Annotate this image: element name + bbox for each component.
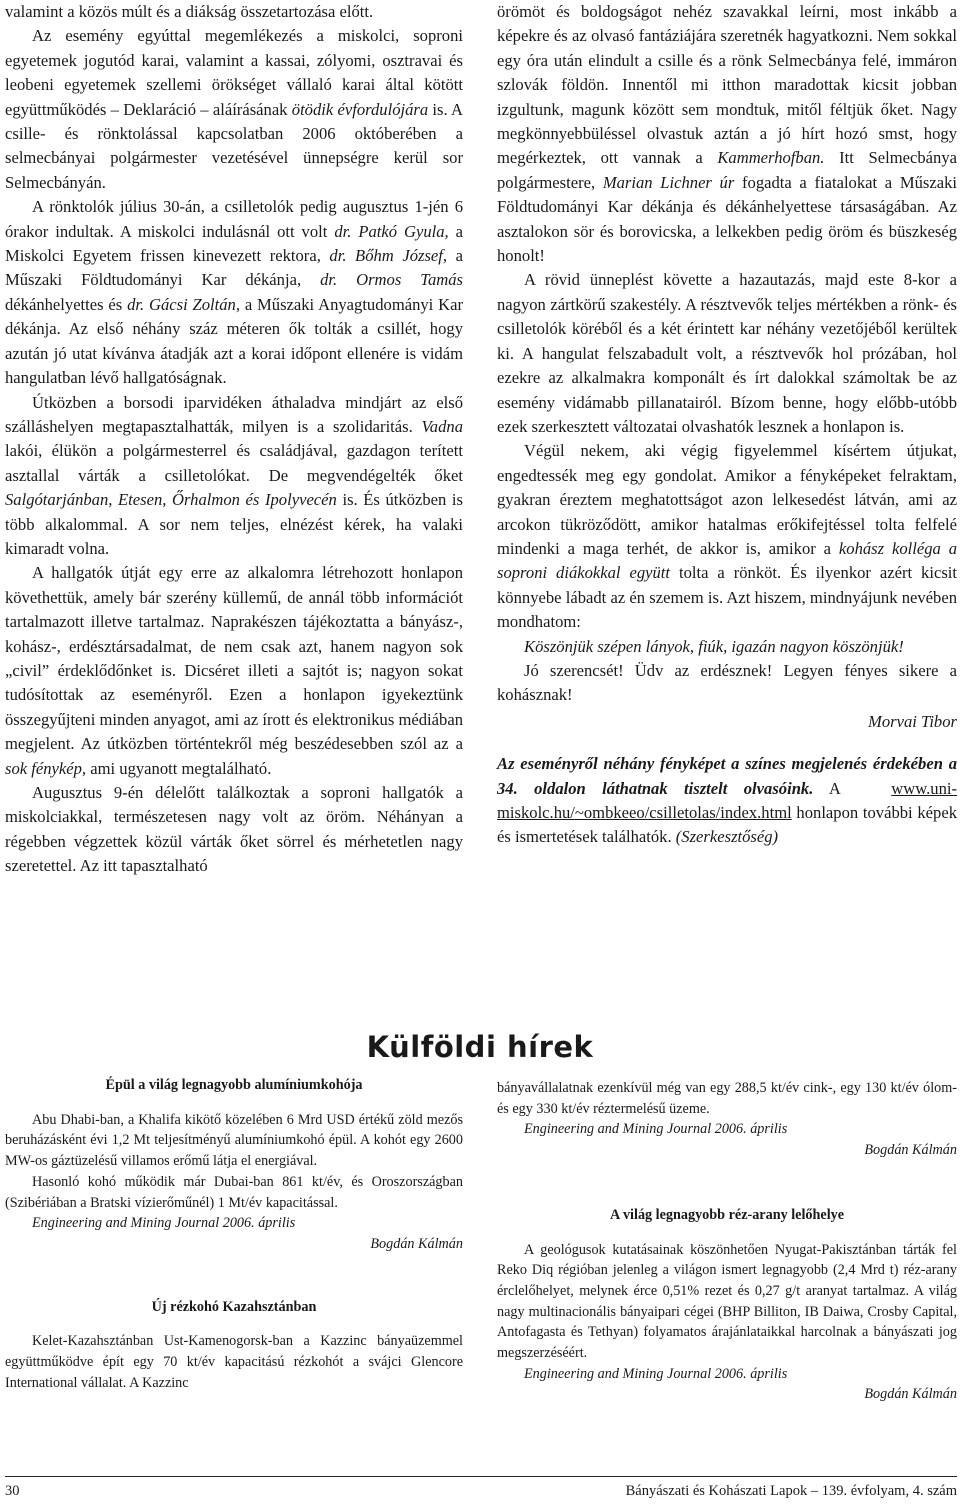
section-title: Külföldi hírek (366, 1030, 594, 1064)
paragraph-text: fogadta a fiatalokat a Műszaki Földtudományi Kar dékánja és dékánhelyettese társaságában. Az asztalokon sör és borovicska, a lelkekben pedig öröm és büszkeség honolt! (497, 172, 957, 266)
paragraph-text: a Műszaki Földtudományi Kar dékánja, (5, 246, 464, 290)
page-footer (5, 1476, 957, 1505)
paragraph-text: tolta a rönköt. És ilyenkor azért kicsit könnyebe lábadt az én szemem is. Azt hiszem, mindnyájunk nevében mondhatom: (497, 563, 957, 632)
paragraph-text: Augusztus 9-én délelőtt találkoztak a soproni hallgatók a miskolciakkal, természetesen nagy volt az öröm. Néhányan a régebben végzettek közül várták őket sörrel és mérhetetlen nagy szeretettel. Az itt tapasztalható (5, 783, 463, 876)
article-paragraph (5, 24, 463, 195)
paragraph-text: valamint a közös múlt és a diákság összetartozása előtt. (5, 2, 374, 21)
news-item (5, 1075, 463, 1255)
paragraph-text: Itt Selmecbánya polgármestere, (497, 148, 957, 192)
paragraph-text: örömöt és boldogságot nehéz szavakkal leírni, most inkább a képekre és az olvasó fantáziájára szeretnék hagyatkozni. Nem sokkal egy óra után elindult a csille és a rönk Selmecbánya felé, immáron szlovák földön. Innentől mi itthon maradottak kicsit jobban izgultunk, magunk között sem mondtuk, mitől féltjük őket. Nagy megkönnyebbüléssel olvastuk aztán a jó hírt hozó smst, hogy megérkeztek, ott vannak a (497, 2, 957, 168)
news-item (5, 1297, 463, 1394)
news-title: Épül a világ legnagyobb alumíniumkohója (105, 1077, 363, 1093)
paragraph-text: A rövid ünneplést követte a hazautazás, majd este 8-kor a nagyon zártkörű szakestély. A résztvevők teljes mértékben a rönk- és csilletolók köréből és a két érintett kar néhány vezetőjéből kerültek ki. A hangulat felszabadult volt, a résztvevők hol prózában, hol ezekre az alkalmakra komponált és írt dalokkal számoltak be az esemény vidámabb pillanatairól. Bízom benne, hogy előbb-utóbb ezek szerkesztett változatai olvashatók lesznek a honlapon is. (497, 270, 957, 436)
emphasis-text: dr. Ormos Tamás (320, 270, 463, 290)
paragraph-text: ami ugyanott megtalálható. (86, 758, 272, 778)
article-paragraph (5, 391, 463, 562)
news-source: Engineering and Mining Journal 2006. április (524, 1365, 788, 1382)
article-paragraph (5, 195, 463, 390)
journal-name: Bányászati és Kohászati Lapok – 139. évfolyam, 4. szám (625, 1483, 957, 1499)
emphasis-text: Kammerhofban. (717, 148, 825, 168)
article-paragraph (497, 659, 957, 708)
emphasis-text: ötödik évfordulójára (291, 99, 429, 119)
article-paragraph (5, 0, 463, 24)
paragraph-text: A hallgatók útját egy erre az alkalomra létrehozott honlapon követhettük, amely bár szerény küllemű, de annál több információt tartalmazott illetve tartalmaz. Naprakészen tájékoztatta a bányász-, kohász-, erdésztársadalmat, de nem csak azt, hanem nagyon sok „civil” érdeklődőnket is. Dicséret illeti a sajtót is; nagyon sokat tudósítottak az eseményről. Ezen a honlapon igyekeztünk összegyűjteni minden anyagot, ami az írott és elektronikus médiában megjelent. Az útközben történtekről még beszédesebben szól az a (5, 563, 463, 754)
article-paragraph (497, 439, 957, 634)
news-paragraph: Abu Dhabi-ban, a Khalifa kikötő közelében 6 Mrd USD értékű zöld mezős beruházásként évi 1,2 Mt teljesítményű alumíniumkohó épül. A kohót egy 2600 MW-os gáztüzelésű villamos erőmű látja el energiával. (5, 1111, 463, 1170)
emphasis-text: kohász kolléga a soproni diákokkal együtt (497, 538, 958, 583)
paragraph-text: lakói, élükön a polgármesterrel és családjával, gazdagon terített asztallal várták a csilletolókat. De megvendégelték őket (5, 441, 463, 485)
emphasis-text: dr. Gácsi Zoltán, (127, 294, 240, 314)
news-item (497, 1205, 957, 1405)
paragraph-text: is. A csille- és rönktolással kapcsolatban 2006 októberében a selmecbányai polgármester vezetésével ünnepségre kerül sor Selmecbányán. (5, 99, 463, 192)
emphasis-text: Marian Lichner úr (602, 172, 735, 192)
news-column-left (5, 1075, 463, 1393)
news-author: Bogdán Kálmán (370, 1235, 463, 1252)
article-paragraph (497, 0, 957, 268)
page-number: 30 (5, 1483, 20, 1499)
paragraph-text: a Miskolci Egyetem frissen kinevezett rektora, (5, 221, 463, 266)
news-title: A világ legnagyobb réz-arany lelőhelye (609, 1206, 845, 1223)
editor-note-bold: Az eseményről néhány fényképet a színes megjelenés érdekében a 34. oldalon láthatnak tisztelt olvasóink. (497, 754, 957, 798)
article-paragraph (497, 268, 957, 439)
news-source: Engineering and Mining Journal 2006. április (524, 1121, 788, 1138)
emphasis-text: dr. Bőhm József, (329, 246, 448, 266)
news-title: Új rézkohó Kazahsztánban (151, 1298, 317, 1315)
news-column-right (497, 1078, 957, 1405)
news-paragraph: bányavállalatnak ezenkívül még van egy 288,5 kt/év cink-, egy 130 kt/év ólom- és egy 330 kt/év réztermelésű üzeme. (497, 1080, 957, 1117)
news-item (497, 1078, 957, 1161)
paragraph-text: Jó szerencsét! Üdv az erdésznek! Legyen fényes sikere a kohásznak! (497, 660, 957, 705)
article-paragraph (5, 781, 463, 879)
emphasis-text: Vadna (421, 416, 463, 436)
editor-note-a: A (828, 778, 841, 798)
article-paragraph (5, 561, 463, 781)
news-paragraph: Hasonló kohó működik már Dubai-ban 861 kt/év, és Oroszországban (Szibériában a Bratski vízierőműnél) 1 Mt/év kapacitással. (5, 1173, 463, 1211)
emphasis-text: dr. Patkó Gyula, (334, 221, 449, 241)
paragraph-text: Útközben a borsodi iparvidéken áthaladva mindjárt az első szálláshelyen megtapasztalhatták, milyen is a szolidaritás. (5, 392, 463, 436)
paragraph-text: a Műszaki Anyagtudományi Kar dékánja. Az első néhány száz méteren ők tolták a csillét, hogy azután jó utat kívánva átadják azt a korai időpont ellenére is vidám hangulatban lévő hallgatóságnak. (5, 294, 463, 388)
emphasis-text: Salgótarjánban, Etesen, Őrhalmon és Ipolyvecén (5, 490, 337, 510)
article-column-right (497, 0, 957, 850)
news-source: Engineering and Mining Journal 2006. április (32, 1215, 296, 1232)
emphasis-text: sok fénykép, (5, 758, 87, 778)
article-signature: Morvai Tibor (868, 711, 957, 731)
paragraph-text: is. És útközben is több alkalommal. A sor nem teljes, elnézést kérek, ha valaki kimaradt volna. (5, 490, 463, 558)
editor-credit: (Szerkesztőség) (675, 827, 779, 847)
paragraph-text: A rönktolók július 30-án, a csilletolók pedig augusztus 1-jén 6 órakor indultak. A miskolci indulásnál ott volt (5, 197, 463, 241)
news-paragraph: A geológusok kutatásainak köszönhetően Nyugat-Pakisztánban tárták fel Reko Diq régióban jelenleg a világon ismert legnagyobb (2,4 Mrd t) réz-arany érclelőhelyet, melynek érce 0,51% rezet és 0,27 g/t aranyat tartalmaz. A világ nagy multinacionális bányaipari cégei (BHP Billiton, IB Daiwa, Crosby Capital, Antofagasta és Tethyan) folyamatos árajánlataikkal harcolnak a bányászati jog megszerzéséért. (497, 1241, 957, 1362)
paragraph-text: Végül nekem, aki végig figyelemmel kísértem útjukat, engedtessék meg egy gondolat. Amikor a fényképeket felraktam, gyakran éreztem meghatottságot azon lelkesedést látván, ami az arcokon tükröződött, amikor hatalmas erőkifejtéssel tolta felfelé mindenki a maga terhét, de akkor is, amikor a (497, 441, 957, 558)
news-paragraph: Kelet-Kazahsztánban Ust-Kamenogorsk-ban a Kazzinc bányaüzemmel együttműködve épít egy 70 kt/év kapacitású rézkohót a svájci Glencore International vállalat. A Kazzinc (5, 1333, 463, 1391)
news-author: Bogdán Kálmán (864, 1142, 957, 1159)
photo-page-link[interactable]: www.uni-miskolc.hu/~ombkeeo/csilletolas/index.html (497, 778, 958, 822)
news-author: Bogdán Kálmán (864, 1386, 957, 1403)
emphasis-text: Köszönjük szépen lányok, fiúk, igazán nagyon köszönjük! (524, 636, 904, 656)
article-paragraph (497, 635, 957, 659)
paragraph-text: Az esemény egyúttal megemlékezés a miskolci, soproni egyetemek jogutód karai, valamint a kassai, zólyomi, osztravai és leobeni egyetemek szellemi örökséget vállaló karai által kötött együttműködés – Deklaráció – aláírásának (5, 26, 463, 119)
editor-note (497, 752, 957, 850)
editor-note-text: honlapon további képek és ismertetések találhatók. (497, 803, 957, 847)
paragraph-text: dékánhelyettes és (5, 294, 128, 314)
article-column-left (5, 0, 463, 879)
